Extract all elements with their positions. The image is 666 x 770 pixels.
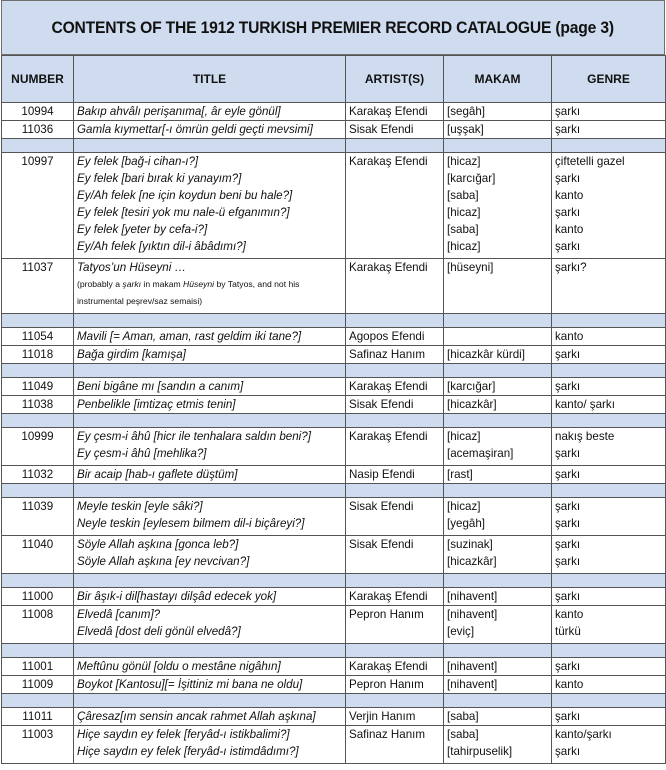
makam-value: [nihavent] xyxy=(447,660,498,673)
genre-cell xyxy=(552,588,666,606)
genre-value: şarkı xyxy=(555,240,581,253)
separator-cell xyxy=(444,414,552,428)
group-separator xyxy=(2,139,666,153)
table-row xyxy=(2,658,666,676)
artist-cell: Karakaş Efendi xyxy=(346,378,444,396)
record-number: 11054 xyxy=(2,328,74,346)
artist-cell: Karakaş Efendi xyxy=(346,588,444,606)
makam-cell xyxy=(444,588,552,606)
makam-value: [karcığar] xyxy=(447,172,496,185)
song-title: Ey çesm-i âhû [mehlika?] xyxy=(77,447,207,460)
header-artists: ARTIST(S) xyxy=(346,56,444,103)
page-title: CONTENTS OF THE 1912 TURKISH PREMIER RECORD CATALOGUE (page 3) xyxy=(51,17,615,37)
title-cell xyxy=(74,396,346,414)
makam-value: [hicaz] xyxy=(447,430,481,443)
makam-value: [karcığar] xyxy=(447,380,496,393)
separator-cell xyxy=(2,484,74,498)
title-cell xyxy=(74,708,346,726)
table-row xyxy=(2,676,666,694)
genre-value: şarkı xyxy=(555,538,581,551)
genre-value: türkü xyxy=(555,625,581,638)
genre-value: nakış beste xyxy=(555,430,615,443)
separator-cell xyxy=(2,314,74,328)
genre-cell xyxy=(552,606,666,644)
separator-cell xyxy=(2,574,74,588)
table-row xyxy=(2,259,666,314)
song-title: Boykot [Kantosu][= İşittiniz mi bana ne oldu] xyxy=(77,678,303,691)
record-number: 11040 xyxy=(2,536,74,574)
makam-cell xyxy=(444,536,552,574)
artist-cell: Agopos Efendi xyxy=(346,328,444,346)
cell-spacer xyxy=(77,760,342,763)
artist-cell: Karakaş Efendi xyxy=(346,153,444,259)
genre-value: kanto/ şarkı xyxy=(555,398,615,411)
separator-cell xyxy=(346,414,444,428)
makam-value: [nihavent] xyxy=(447,590,498,603)
separator-cell xyxy=(552,694,666,708)
makam-value: [hicaz] xyxy=(447,500,481,513)
makam-value: [eviç] xyxy=(447,625,475,638)
table-row xyxy=(2,498,666,536)
title-cell xyxy=(74,346,346,364)
song-title: Ey/Ah felek [ne için koydun beni bu hale?] xyxy=(77,189,293,202)
genre-cell xyxy=(552,259,666,314)
genre-value: kanto xyxy=(555,330,584,343)
artist-cell: Karakaş Efendi xyxy=(346,103,444,121)
separator-cell xyxy=(2,364,74,378)
header-row xyxy=(2,56,666,103)
separator-cell xyxy=(552,364,666,378)
genre-value: şarkı xyxy=(555,206,581,219)
table-body xyxy=(2,103,666,764)
table-row xyxy=(2,428,666,466)
record-number: 11032 xyxy=(2,466,74,484)
genre-cell xyxy=(552,396,666,414)
separator-cell xyxy=(346,574,444,588)
table-row xyxy=(2,153,666,259)
separator-cell xyxy=(444,484,552,498)
cell-spacer xyxy=(555,276,662,279)
makam-cell xyxy=(444,103,552,121)
separator-cell xyxy=(74,139,346,153)
separator-cell xyxy=(346,314,444,328)
makam-value: [saba] xyxy=(447,728,479,741)
title-cell xyxy=(74,658,346,676)
song-title: Elvedâ [canım]? xyxy=(77,608,161,621)
genre-value: kanto xyxy=(555,678,584,691)
song-title: Ey felek [bağ-i cihan-ı?] xyxy=(77,155,199,168)
makam-value: [acemaşiran] xyxy=(447,447,514,460)
title-cell xyxy=(74,328,346,346)
genre-cell xyxy=(552,726,666,764)
makam-value: [segâh] xyxy=(447,105,486,118)
song-title: Hiçe saydın ey felek [feryâd-ı istimdâdımı?] xyxy=(77,745,299,758)
catalogue-page xyxy=(1,0,665,764)
title-cell xyxy=(74,153,346,259)
song-title: Gamla kıymettar[-ı ömrün geldi geçti mevsimi] xyxy=(77,123,313,136)
makam-value: [hicazkâr] xyxy=(447,398,497,411)
makam-cell xyxy=(444,396,552,414)
title-cell xyxy=(74,121,346,139)
makam-value xyxy=(447,328,548,345)
table-row xyxy=(2,103,666,121)
song-title: Penbelikle [imtizaç etmis tenin] xyxy=(77,398,236,411)
artist-cell: Sisak Efendi xyxy=(346,498,444,536)
header-title: TITLE xyxy=(74,56,346,103)
separator-cell xyxy=(552,414,666,428)
makam-value: [yegâh] xyxy=(447,517,486,530)
genre-value: şarkı xyxy=(555,710,581,723)
table-row xyxy=(2,466,666,484)
makam-cell xyxy=(444,259,552,314)
artist-cell: Sisak Efendi xyxy=(346,121,444,139)
song-title: Bağa girdim [kamışa] xyxy=(77,348,186,361)
genre-cell xyxy=(552,346,666,364)
makam-value: [hüseyni] xyxy=(447,261,494,274)
song-title: Ey felek [yeter by cefa-i?] xyxy=(77,223,208,236)
separator-cell xyxy=(2,644,74,658)
makam-cell xyxy=(444,328,552,346)
genre-value: şarkı xyxy=(555,105,581,118)
makam-value: [uşşak] xyxy=(447,123,484,136)
separator-cell xyxy=(74,644,346,658)
record-number: 10994 xyxy=(2,103,74,121)
genre-value: şarkı xyxy=(555,468,581,481)
table-row xyxy=(2,346,666,364)
makam-value: [saba] xyxy=(447,223,479,236)
makam-value: [hicazkâr kürdi] xyxy=(447,348,525,361)
note-fragment: Hüseyni xyxy=(183,279,215,289)
group-separator xyxy=(2,574,666,588)
makam-value: [rast] xyxy=(447,468,473,481)
song-title: Meyle teskin [eyle sâki?] xyxy=(77,500,203,513)
genre-value: şarkı xyxy=(555,500,581,513)
song-title: Neyle teskin [eylesem bilmem dil-i biçâreyi?] xyxy=(77,517,305,530)
record-number: 11000 xyxy=(2,588,74,606)
genre-value: kanto/şarkı xyxy=(555,728,612,741)
note-fragment: (probably a xyxy=(77,279,123,289)
artist-cell: Pepron Hanım xyxy=(346,606,444,644)
genre-value: kanto xyxy=(555,608,584,621)
cell-spacer xyxy=(447,760,548,763)
song-title: Söyle Allah aşkına [ey nevcivan?] xyxy=(77,555,250,568)
makam-cell xyxy=(444,378,552,396)
title-cell xyxy=(74,536,346,574)
genre-value: şarkı xyxy=(555,590,581,603)
group-separator xyxy=(2,484,666,498)
group-separator xyxy=(2,314,666,328)
makam-value: [nihavent] xyxy=(447,678,498,691)
table-row xyxy=(2,606,666,644)
makam-cell xyxy=(444,726,552,764)
genre-value: şarkı xyxy=(555,660,581,673)
genre-value: şarkı xyxy=(555,380,581,393)
title-cell xyxy=(74,498,346,536)
song-title: Tatyos’un Hüseyni … xyxy=(77,261,187,274)
makam-value: [hicaz] xyxy=(447,206,481,219)
separator-cell xyxy=(346,644,444,658)
title-note xyxy=(77,276,342,293)
genre-cell xyxy=(552,378,666,396)
separator-cell xyxy=(2,694,74,708)
makam-value: [saba] xyxy=(447,189,479,202)
table-row xyxy=(2,378,666,396)
genre-cell xyxy=(552,103,666,121)
genre-cell xyxy=(552,153,666,259)
makam-cell xyxy=(444,498,552,536)
title-cell xyxy=(74,588,346,606)
makam-value: [nihavent] xyxy=(447,608,498,621)
separator-cell xyxy=(74,314,346,328)
table-row xyxy=(2,708,666,726)
makam-cell xyxy=(444,428,552,466)
title-note: instrumental peşrev/saz semaisi) xyxy=(77,296,203,306)
genre-value: şarkı? xyxy=(555,261,587,274)
table-row xyxy=(2,121,666,139)
artist-cell: Sisak Efendi xyxy=(346,396,444,414)
record-number: 11037 xyxy=(2,259,74,314)
genre-value: kanto xyxy=(555,189,584,202)
song-title: Çâresaz[ım sensin ancak rahmet Allah aşkına] xyxy=(77,710,316,723)
record-number: 10999 xyxy=(2,428,74,466)
separator-cell xyxy=(444,574,552,588)
song-title: Ey felek [bari bırak ki yanayım?] xyxy=(77,172,242,185)
separator-cell xyxy=(74,414,346,428)
separator-cell xyxy=(2,139,74,153)
separator-cell xyxy=(74,574,346,588)
genre-cell xyxy=(552,428,666,466)
artist-cell: Safinaz Hanım xyxy=(346,726,444,764)
makam-cell xyxy=(444,658,552,676)
song-title: Söyle Allah aşkına [gonca leb?] xyxy=(77,538,239,551)
makam-value: [hicaz] xyxy=(447,155,481,168)
separator-cell xyxy=(444,694,552,708)
separator-cell xyxy=(552,484,666,498)
makam-value: [suzinak] xyxy=(447,538,493,551)
separator-cell xyxy=(552,139,666,153)
title-cell xyxy=(74,676,346,694)
makam-cell xyxy=(444,708,552,726)
makam-cell xyxy=(444,153,552,259)
artist-cell: Safinaz Hanım xyxy=(346,346,444,364)
song-title: Meftûnu gönül [oldu o mestâne nigâhın] xyxy=(77,660,281,673)
record-number: 11001 xyxy=(2,658,74,676)
song-title: Hiçe saydın ey felek [feryâd-ı istikbalimi?] xyxy=(77,728,290,741)
cell-spacer xyxy=(555,760,662,763)
separator-cell xyxy=(552,314,666,328)
table-row xyxy=(2,396,666,414)
separator-cell xyxy=(346,364,444,378)
makam-cell xyxy=(444,676,552,694)
genre-cell xyxy=(552,708,666,726)
artist-cell: Karakaş Efendi xyxy=(346,259,444,314)
title-cell xyxy=(74,428,346,466)
genre-value: şarkı xyxy=(555,745,581,758)
makam-value: [saba] xyxy=(447,710,479,723)
artist-cell: Karakaş Efendi xyxy=(346,428,444,466)
header-genre: GENRE xyxy=(552,56,666,103)
note-fragment: in makam xyxy=(141,279,184,289)
separator-cell xyxy=(346,139,444,153)
genre-value: şarkı xyxy=(555,555,581,568)
song-title: Ey çesm-i âhû [hicr ile tenhalara saldın beni?] xyxy=(77,430,311,443)
song-title: Bir acaip [hab-ı gaflete düştüm] xyxy=(77,468,238,481)
record-number: 11003 xyxy=(2,726,74,764)
table-row xyxy=(2,726,666,764)
genre-value: kanto xyxy=(555,223,584,236)
artist-cell: Nasip Efendi xyxy=(346,466,444,484)
separator-cell xyxy=(552,644,666,658)
title-cell xyxy=(74,466,346,484)
genre-value: şarkı xyxy=(555,348,581,361)
genre-cell xyxy=(552,328,666,346)
genre-value: şarkı xyxy=(555,447,581,460)
title-cell xyxy=(74,259,346,314)
record-number: 11011 xyxy=(2,708,74,726)
makam-value: [hicaz] xyxy=(447,240,481,253)
genre-cell xyxy=(552,498,666,536)
artist-cell: Sisak Efendi xyxy=(346,536,444,574)
group-separator xyxy=(2,694,666,708)
record-number: 11039 xyxy=(2,498,74,536)
group-separator xyxy=(2,414,666,428)
title-banner xyxy=(1,0,665,55)
separator-cell xyxy=(552,574,666,588)
makam-value: [hicazkâr] xyxy=(447,555,497,568)
separator-cell xyxy=(74,694,346,708)
note-fragment: by Tatyos, and not his xyxy=(214,279,300,289)
title-cell xyxy=(74,606,346,644)
table-row xyxy=(2,328,666,346)
genre-cell xyxy=(552,676,666,694)
artist-cell: Karakaş Efendi xyxy=(346,658,444,676)
separator-cell xyxy=(444,139,552,153)
genre-value: şarkı xyxy=(555,123,581,136)
song-title: Ey/Ah felek [yıktın dil-i âbâdımı?] xyxy=(77,240,246,253)
genre-value: çiftetelli gazel xyxy=(555,155,625,168)
song-title: Beni bigâne mı [sandın a canım] xyxy=(77,380,244,393)
title-cell xyxy=(74,726,346,764)
genre-cell xyxy=(552,658,666,676)
makam-cell xyxy=(444,346,552,364)
artist-cell: Pepron Hanım xyxy=(346,676,444,694)
title-cell xyxy=(74,103,346,121)
genre-value: şarkı xyxy=(555,517,581,530)
artist-cell: Verjin Hanım xyxy=(346,708,444,726)
genre-cell xyxy=(552,466,666,484)
record-number: 11049 xyxy=(2,378,74,396)
record-number: 11008 xyxy=(2,606,74,644)
cell-spacer xyxy=(447,276,548,279)
makam-cell xyxy=(444,121,552,139)
makam-value: [tahirpuselik] xyxy=(447,745,513,758)
separator-cell xyxy=(346,484,444,498)
table-row xyxy=(2,536,666,574)
note-fragment: şarkı xyxy=(122,279,142,289)
separator-cell xyxy=(74,364,346,378)
song-title: Elvedâ [dost deli gönül elvedâ?] xyxy=(77,625,241,638)
separator-cell xyxy=(346,694,444,708)
genre-cell xyxy=(552,121,666,139)
genre-value: şarkı xyxy=(555,172,581,185)
song-title: Mavili [= Aman, aman, rast geldim iki tane?] xyxy=(77,330,302,343)
record-number: 11018 xyxy=(2,346,74,364)
record-number: 11009 xyxy=(2,676,74,694)
header-number: NUMBER xyxy=(2,56,74,103)
record-number: 10997 xyxy=(2,153,74,259)
makam-cell xyxy=(444,606,552,644)
separator-cell xyxy=(2,414,74,428)
table-row xyxy=(2,588,666,606)
separator-cell xyxy=(444,644,552,658)
header-makam: MAKAM xyxy=(444,56,552,103)
record-number: 11038 xyxy=(2,396,74,414)
group-separator xyxy=(2,644,666,658)
separator-cell xyxy=(444,364,552,378)
makam-cell xyxy=(444,466,552,484)
song-title: Bakıp ahvâlı perişanıma[, âr eyle gönül] xyxy=(77,105,281,118)
group-separator xyxy=(2,364,666,378)
record-number: 11036 xyxy=(2,121,74,139)
separator-cell xyxy=(444,314,552,328)
catalogue-table xyxy=(1,55,666,764)
genre-cell xyxy=(552,536,666,574)
title-cell xyxy=(74,378,346,396)
separator-cell xyxy=(74,484,346,498)
song-title: Ey felek [tesiri yok mu nale-ü efganımın?] xyxy=(77,206,290,219)
song-title: Bir âşık-i dil[hastayı dilşâd edecek yok] xyxy=(77,590,277,603)
